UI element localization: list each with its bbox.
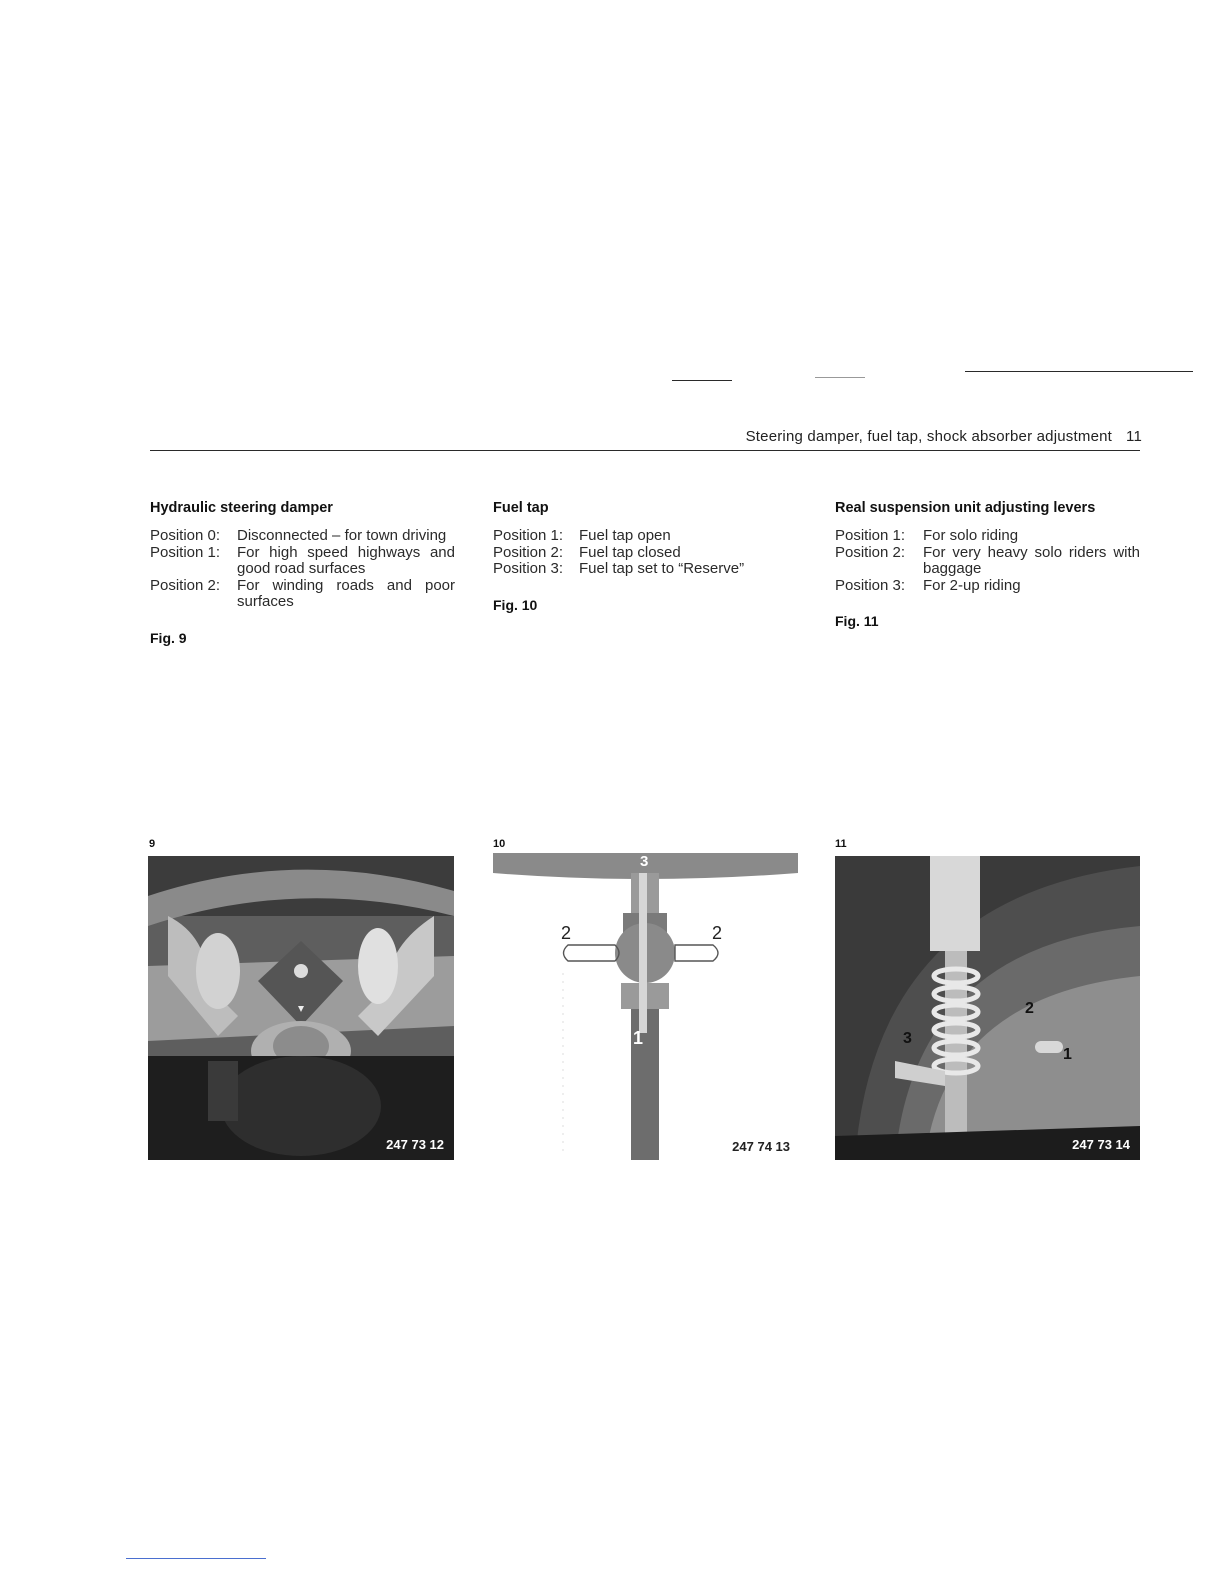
figure-number: 11 [835, 838, 847, 850]
position-label: Position 2: [835, 543, 906, 561]
position-description: Disconnected – for town driving [237, 527, 447, 544]
photo-code: 247 73 14 [1072, 1137, 1130, 1152]
section-suspension-levers [835, 500, 1140, 629]
position-item [150, 578, 455, 611]
position-label: Position 3: [493, 560, 564, 578]
scan-rule-top-2 [965, 371, 1193, 372]
figure-10-photo [493, 853, 798, 1160]
section-fuel-tap [493, 500, 798, 613]
position-description: For high speed highways and good road surfaces [237, 543, 455, 578]
position-description: For winding roads and poor surfaces [237, 576, 455, 611]
header-title: Steering damper, fuel tap, shock absorber adjustment [745, 428, 1113, 445]
position-item [835, 545, 1140, 578]
position-label: Position 2: [150, 576, 221, 594]
position-description: For very heavy solo riders with baggage [923, 543, 1140, 578]
steering-damper-illustration [148, 856, 454, 1160]
position-label: Position 1: [835, 527, 906, 544]
marker-label: 2 [712, 923, 723, 943]
running-header [746, 428, 1142, 445]
position-item [150, 528, 455, 545]
position-item [835, 528, 1140, 545]
figure-number: 9 [149, 838, 156, 850]
position-description: Fuel tap set to “Reserve” [579, 560, 745, 578]
marker-label: 1 [1063, 1046, 1072, 1063]
figure-11-photo [835, 856, 1140, 1160]
position-description: Fuel tap open [579, 527, 671, 544]
scan-rule-bottom [126, 1558, 266, 1559]
marker-label: 3 [640, 853, 649, 870]
position-label: Position 3: [835, 576, 906, 594]
position-item [150, 545, 455, 578]
figure-caption: Fig. 9 [150, 629, 187, 646]
page-number: 11 [1126, 428, 1142, 445]
position-label: Position 2: [493, 543, 564, 561]
position-label: Position 0: [150, 527, 221, 544]
position-label: Position 1: [150, 543, 221, 561]
position-item [493, 528, 798, 545]
scan-rule-top-3 [815, 377, 865, 378]
photo-code: 247 74 13 [732, 1139, 790, 1154]
position-item [493, 545, 798, 562]
section-title: Fuel tap [493, 500, 549, 516]
position-item [835, 578, 1140, 595]
header-rule [150, 450, 1140, 451]
figure-9-photo [148, 856, 454, 1160]
section-title: Hydraulic steering damper [150, 500, 333, 516]
marker-label: 3 [903, 1030, 912, 1047]
figure-caption: Fig. 10 [493, 596, 538, 613]
position-description: For 2-up riding [923, 576, 1021, 594]
section-steering-damper [150, 500, 455, 646]
position-description: For solo riding [923, 527, 1019, 544]
fuel-tap-illustration [493, 853, 798, 1160]
section-title: Real suspension unit adjusting levers [835, 500, 1096, 516]
marker-label: 2 [561, 923, 572, 943]
figure-caption: Fig. 11 [835, 613, 879, 630]
marker-label: 1 [633, 1028, 644, 1048]
scan-rule-top-1 [672, 380, 732, 381]
position-description: Fuel tap closed [579, 543, 681, 561]
photo-code: 247 73 12 [386, 1137, 444, 1152]
rear-suspension-illustration [835, 856, 1140, 1160]
marker-label: 2 [1025, 1000, 1034, 1017]
position-item [493, 561, 798, 578]
position-label: Position 1: [493, 527, 564, 544]
figure-number: 10 [493, 838, 506, 850]
